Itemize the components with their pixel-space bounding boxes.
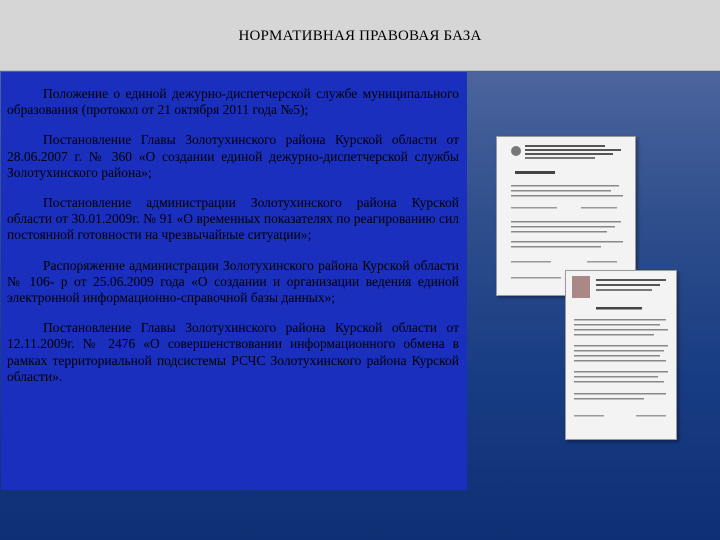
document-scan-drawing	[566, 271, 676, 439]
list-item: Постановление Главы Золотухинского района Курской области от 28.06.2007 г. № 360 «О создании единой дежурно-диспетчерской службы Золотухинского района»;	[7, 132, 459, 180]
list-item: Положение о единой дежурно-диспетчерской службе муниципального образования (протокол от 21 октября 2011 года №5);	[7, 86, 459, 118]
document-scan-image	[565, 270, 677, 440]
list-item: Распоряжение администрации Золотухинского района Курской области № 106- р от 25.06.2009 года «О создании и организации ведения единой электронной информационно-справочной базы данных»;	[7, 257, 459, 306]
slide-header	[0, 0, 720, 71]
list-item: Постановление Главы Золотухинского района Курской области от 12.11.2009г. № 2476 «О совершенствовании информационного обмена в рамках территориальной подсистемы РСЧС Золотухинского района Курской области».	[7, 320, 459, 384]
list-item: Постановление администрации Золотухинского района Курской области от 30.01.2009г. № 91 «О временных показателях по реагированию сил постоянной готовности на чрезвычайные ситуации»;	[7, 195, 459, 243]
page-title: НОРМАТИВНАЯ ПРАВОВАЯ БАЗА	[238, 28, 482, 44]
documents-list	[1, 72, 467, 490]
